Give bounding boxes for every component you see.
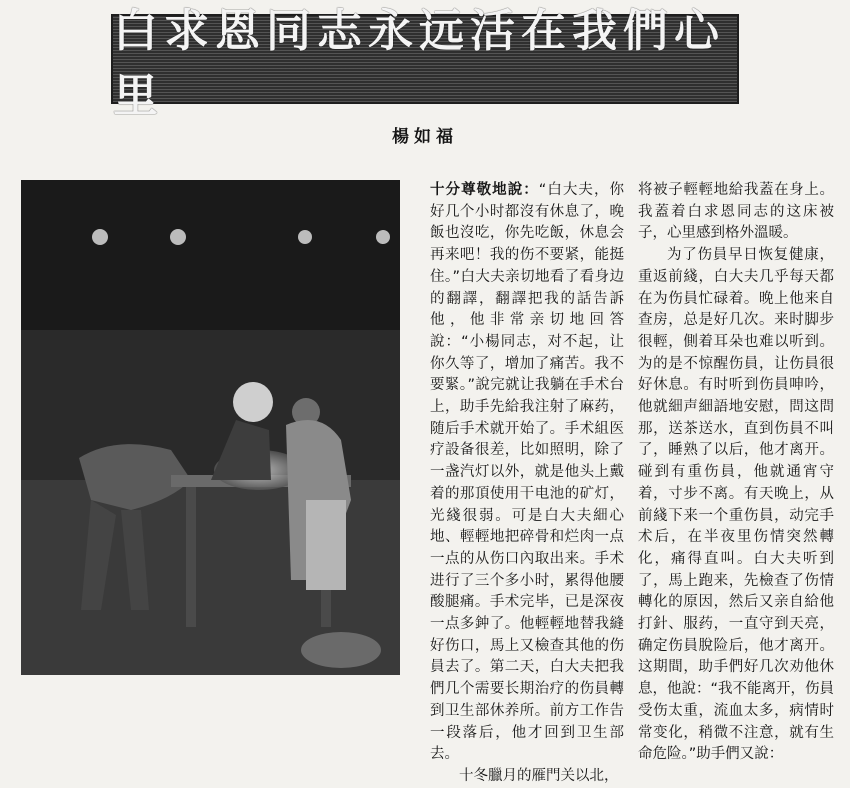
article-paragraph <box>430 180 624 766</box>
author-byline: 楊如福 <box>392 127 458 147</box>
article-column-right <box>638 180 834 766</box>
article-paragraph: 为了伤員早日恢复健康，重返前綫，白大夫几乎每天都在为伤員忙碌着。晚上他来自查房，总是好几次。来时脚步很輕，側着耳朵也难以听到。为的是不惊醒伤員，让伤員很好休息。有时听到伤員呻吟，他就細声細語地安慰，問这問那，送茶送水，直到伤員不叫了，睡熟了以后，他才离开。碰到有重伤員，他就通宵守着，寸步不离。有天晚上，从前綫下来一个重伤員，动完手术后，在半夜里伤情突然轉化，痛得直叫。白大夫听到了，馬上跑来，先檢查了伤情轉化的原因，然后又亲自給他打針、服药，一直守到天亮，确定伤員脫险后，他才离开。这期間，助手們好几次劝他休息，他說：“我不能离开，伤員受伤太重，流血太多，病情时常变化，稍微不注意，就有生命危险。”助手們又說： <box>638 247 835 763</box>
article-paragraph: 将被子輕輕地給我蓋在身上。我蓋着白求恩同志的这床被子，心里感到格外溫暖。 <box>638 182 834 242</box>
headline-banner <box>111 4 739 122</box>
paragraph-text: “白大夫，你好几个小时都沒有休息了，晚飯也沒吃，你先吃飯，休息会再来吧！我的伤不要紧，能挺住。”白大夫亲切地看了看身边的翻譯，翻譯把我的話告訴他，他非常亲切地回答說：“小楊同志，对不起，让你久等了，增加了痛苦。我不要緊。”說完就让我躺在手术台上，助手先給我注射了麻药，随后手术就开始了。手术組医疗設备很差，比如照明，除了一盏汽灯以外，就是他头上戴着的那頂使用干电池的矿灯，光綫很弱。可是白大夫細心地、輕輕地把碎骨和烂肉一点一点的从伤口內取出来。手术进行了三个多小时，累得他腰酸腿痛。手术完毕，已是深夜一点多鈡了。他輕輕地替我縫好伤口，馬上又檢查其他的伤員去了。第二天，白大夫把我們几个需要长期治疗的伤員轉到卫生部休养所。前方工作告一段落后，他才回到卫生部去。 <box>430 182 625 763</box>
lead-text: 十分尊敬地說： <box>430 182 539 198</box>
article-paragraph: 十冬臘月的雁門关以北， <box>459 767 619 784</box>
photo-illustration <box>21 180 400 675</box>
article-column-left <box>430 180 624 788</box>
historical-photo <box>21 180 400 675</box>
headline-title: 白求恩同志永远活在我們心里 <box>113 4 726 122</box>
